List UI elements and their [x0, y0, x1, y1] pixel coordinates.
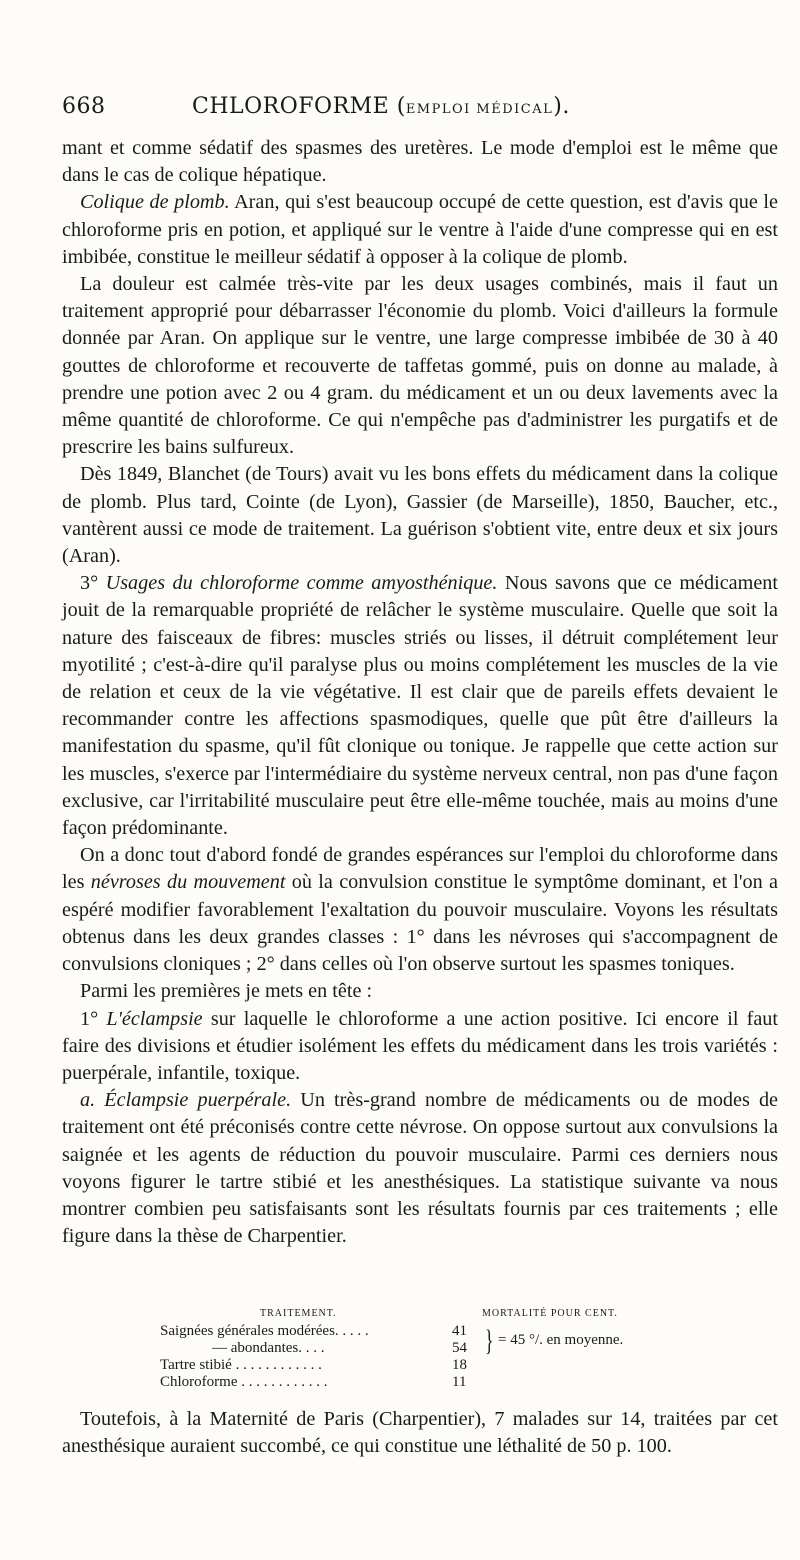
paragraph: Dès 1849, Blanchet (de Tours) avait vu les bons effets du médicament dans la colique de plomb. Plus tard, Cointe (de Lyon), Gassier (de Marseille), 1850, Baucher, etc., vantèrent aussi ce mode de traitement. La guérison s'obtient vite, entre deux et six jours (Aran). — [62, 463, 778, 568]
row-value: 11 — [452, 1374, 467, 1390]
row-value: 54 — [452, 1340, 467, 1356]
paragraph: Toutefois, à la Maternité de Paris (Charpentier), 7 malades sur 14, traitées par cet anesthésique auraient succombé, ce qui constitue une léthalité de 50 p. 100. — [62, 1408, 778, 1458]
column-treatment: TRAITEMENT. — [260, 1308, 337, 1319]
table-row — [160, 1357, 680, 1374]
section-lead: Usages du chloroforme comme amyosthénique. — [105, 572, 498, 595]
section-lead: Éclampsie puerpérale. — [104, 1089, 292, 1112]
body-text — [62, 135, 778, 1250]
paragraph: 1° L'éclampsie sur laquelle le chloroforme a une action positive. Ici encore il faut faire des divisions et étudier isolément les effets du médicament dans les trois variétés : puerpérale, infantile, toxique. — [62, 1007, 779, 1084]
row-value: 18 — [452, 1357, 467, 1373]
paragraph: Colique de plomb. Aran, qui s'est beaucoup occupé de cette question, est d'avis que le chloroforme pris en potion, et appliqué sur le ventre à l'aide d'une compresse qui en est imbibée, constitue le meilleur sédatif à opposer à la colique de plomb. — [62, 191, 778, 268]
row-label: Chloroforme . . . . . . . . . . . . — [160, 1374, 328, 1390]
row-label: — abondantes. . . . — [212, 1340, 325, 1356]
paragraph: 3° Usages du chloroforme comme amyosthénique. Nous savons que ce médicament jouit de la remarquable propriété de relâcher le système musculaire. Quelle que soit la nature des faisceaux de fibres: muscles striés ou lisses, il détruit complétement leur myotilité ; c'est-à-dire qu'il paralyse plus ou moins complétement les muscles de la vie de relation et ceux de la vie végétative. Il est clair que de pareils effets devaient le recommander contre les affections spasmodiques, quelle que pût être d'ailleurs la manifestation du spasme, qu'il fût clonique ou tonique. Je rappelle que cette action sur les muscles, s'exerce par l'intermédiaire du système nerveux central, non pas d'une façon exclusive, car l'irritabilité musculaire peut être elle-même touchée, mais au moins d'une façon prédominante. — [62, 572, 778, 840]
running-title: CHLOROFORME — [192, 94, 390, 119]
emphasis: névroses du mouvement — [90, 871, 286, 894]
running-subtitle: EMPLOI MÉDICAL — [405, 102, 554, 117]
page-number: 668 — [62, 94, 106, 119]
section-lead: L'éclampsie — [106, 1007, 203, 1030]
table-row — [160, 1374, 680, 1391]
row-label: Saignées générales modérées. . . . . — [160, 1323, 369, 1339]
paragraph: mant et comme sédatif des spasmes des uretères. Le mode d'emploi est le même que dans le cas de colique hépatique. — [62, 137, 778, 187]
row-label: Tartre stibié . . . . . . . . . . . . — [160, 1357, 322, 1373]
paragraph: La douleur est calmée très-vite par les deux usages combinés, mais il faut un traitement approprié pour débarrasser l'économie du plomb. Voici d'ailleurs la formule donnée par Aran. On applique sur le ventre, une large compresse imbibée de 30 à 40 gouttes de chloroforme et recouverte de taffetas gommé, puis on donne au malade, à prendre une potion avec 2 ou 4 gram. du médicament et un ou deux lavements avec la même quantité de chloroforme. Ce qui n'empêche pas d'administrer les purgatifs et de prescrire les bains sulfureux. — [62, 273, 778, 459]
column-mortality: MORTALITÉ POUR CENT. — [482, 1308, 618, 1319]
paragraph: On a donc tout d'abord fondé de grandes espérances sur l'emploi du chloroforme dans les névroses du mouvement où la convulsion constitue le symptôme dominant, et l'on a espéré modifier favorablement l'exaltation du pouvoir musculaire. Voyons les résultats obtenus dans les deux grandes classes : 1° dans les névroses qui s'accompagnent de convulsions cloniques ; 2° dans celles où l'on observe surtout les spasmes toniques. — [62, 844, 778, 976]
mortality-table — [160, 1305, 680, 1391]
running-header: 668 CHLOROFORME (EMPLOI MÉDICAL). — [62, 94, 570, 119]
brace-icon: } — [484, 1324, 494, 1357]
closing-text — [62, 1406, 778, 1460]
section-lead: Colique de plomb. — [80, 191, 230, 214]
row-value: 41 — [452, 1323, 467, 1339]
mean-value: = 45 °/. en moyenne. — [498, 1332, 624, 1348]
paragraph: Parmi les premières je mets en tête : — [80, 980, 373, 1003]
table-header — [160, 1305, 680, 1319]
paragraph: a. Éclampsie puerpérale. Un très-grand nombre de médicaments ou de modes de traitement ont été préconisés contre cette névrose. On oppose surtout aux convulsions la saignée et les agents de réduction du pouvoir musculaire. Parmi ces derniers nous voyons figurer le tartre stibié et les anesthésiques. La statistique suivante va nous montrer combien peu satisfaisants sont les résultats fournis par ces traitements ; elle figure dans la thèse de Charpentier. — [62, 1089, 778, 1248]
